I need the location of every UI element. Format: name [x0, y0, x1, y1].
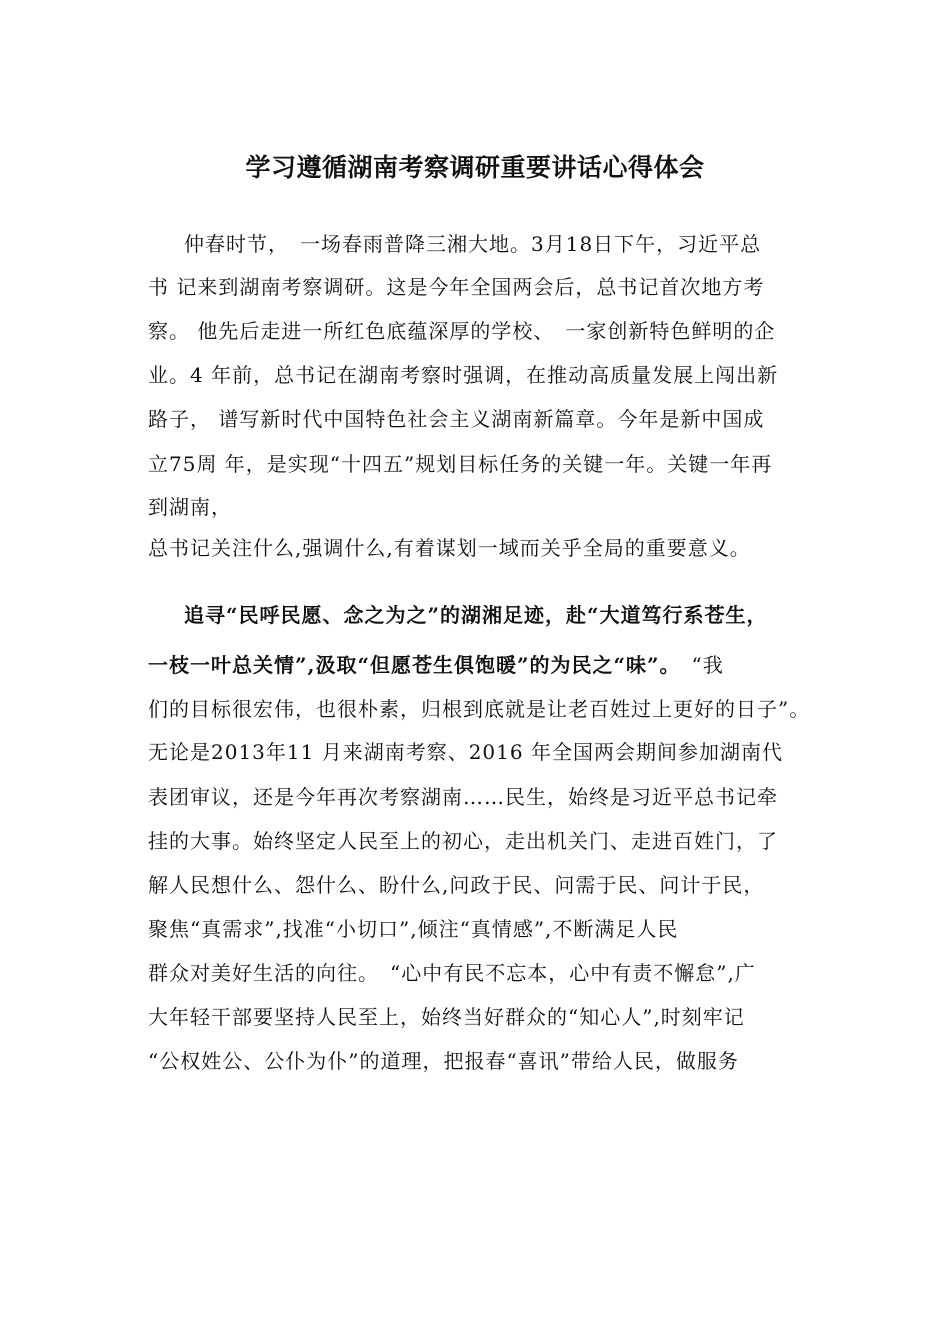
- paragraph-line: 察。 他先后走进一所红色底蕴深厚的学校、 一家创新特色鲜明的企: [148, 319, 776, 343]
- paragraph-line: 立75周 年，是实现“十四五”规划目标任务的关键一年。关键一年再: [148, 452, 773, 476]
- paragraph-line: 书 记来到湖南考察调研。这是今年全国两会后，总书记首次地方考: [148, 275, 765, 299]
- paragraph-line: “公权姓公、公仆为仆”的道理，把报春“喜讯”带给人民，做服务: [148, 1049, 739, 1073]
- paragraph-line: 路子， 谱写新时代中国特色社会主义湖南新篇章。今年是新中国成: [148, 407, 765, 431]
- document-title: 学习遵循湖南考察调研重要讲话心得体会: [245, 153, 705, 182]
- paragraph-line: 到湖南，: [148, 495, 232, 519]
- paragraph-line: 总书记关注什么,强调什么,有着谋划一域而关乎全局的重要意义。: [148, 536, 751, 560]
- paragraph-line: 群众对美好生活的向往。 “心中有民不忘本，心中有责不懈怠”,广: [148, 961, 756, 985]
- paragraph-line: 们的目标很宏伟，也很朴素，归根到底就是让老百姓过上更好的日子”。: [148, 697, 811, 721]
- paragraph-line-start: “我: [670, 653, 724, 677]
- paragraph-line: 仲春时节， 一场春雨普降三湘大地。3月18日下午，习近平总: [184, 232, 762, 256]
- paragraph-line: 无论是2013年11 月来湖南考察、2016 年全国两会期间参加湖南代: [148, 740, 783, 764]
- paragraph-line: 大年轻干部要坚持人民至上，始终当好群众的“知心人”,时刻牢记: [148, 1005, 745, 1029]
- paragraph-line: 业。4 年前，总书记在湖南考察时强调，在推动高质量发展上闯出新: [148, 363, 779, 387]
- paragraph-line: 解人民想什么、怨什么、盼什么,问政于民、问需于民、问计于民，: [148, 873, 765, 897]
- paragraph-line: 聚焦“真需求”,找准“小切口”,倾注“真情感”,不断满足人民: [148, 917, 679, 941]
- heading-and-text-line: [148, 650, 724, 680]
- paragraph-line: 表团审议，还是今年再次考察湖南……民生，始终是习近平总书记牵: [148, 785, 778, 809]
- section-heading-line: 一枝一叶总关情”,汲取“但愿苍生俱饱暖”的为民之“味”。: [148, 653, 671, 677]
- paragraph-line: 挂的大事。始终坚定人民至上的初心，走出机关门、走进百姓门，了: [148, 829, 778, 853]
- section-heading-line: 追寻“民呼民愿、念之为之”的湖湘足迹，赴“大道笃行系苍生，: [184, 603, 768, 627]
